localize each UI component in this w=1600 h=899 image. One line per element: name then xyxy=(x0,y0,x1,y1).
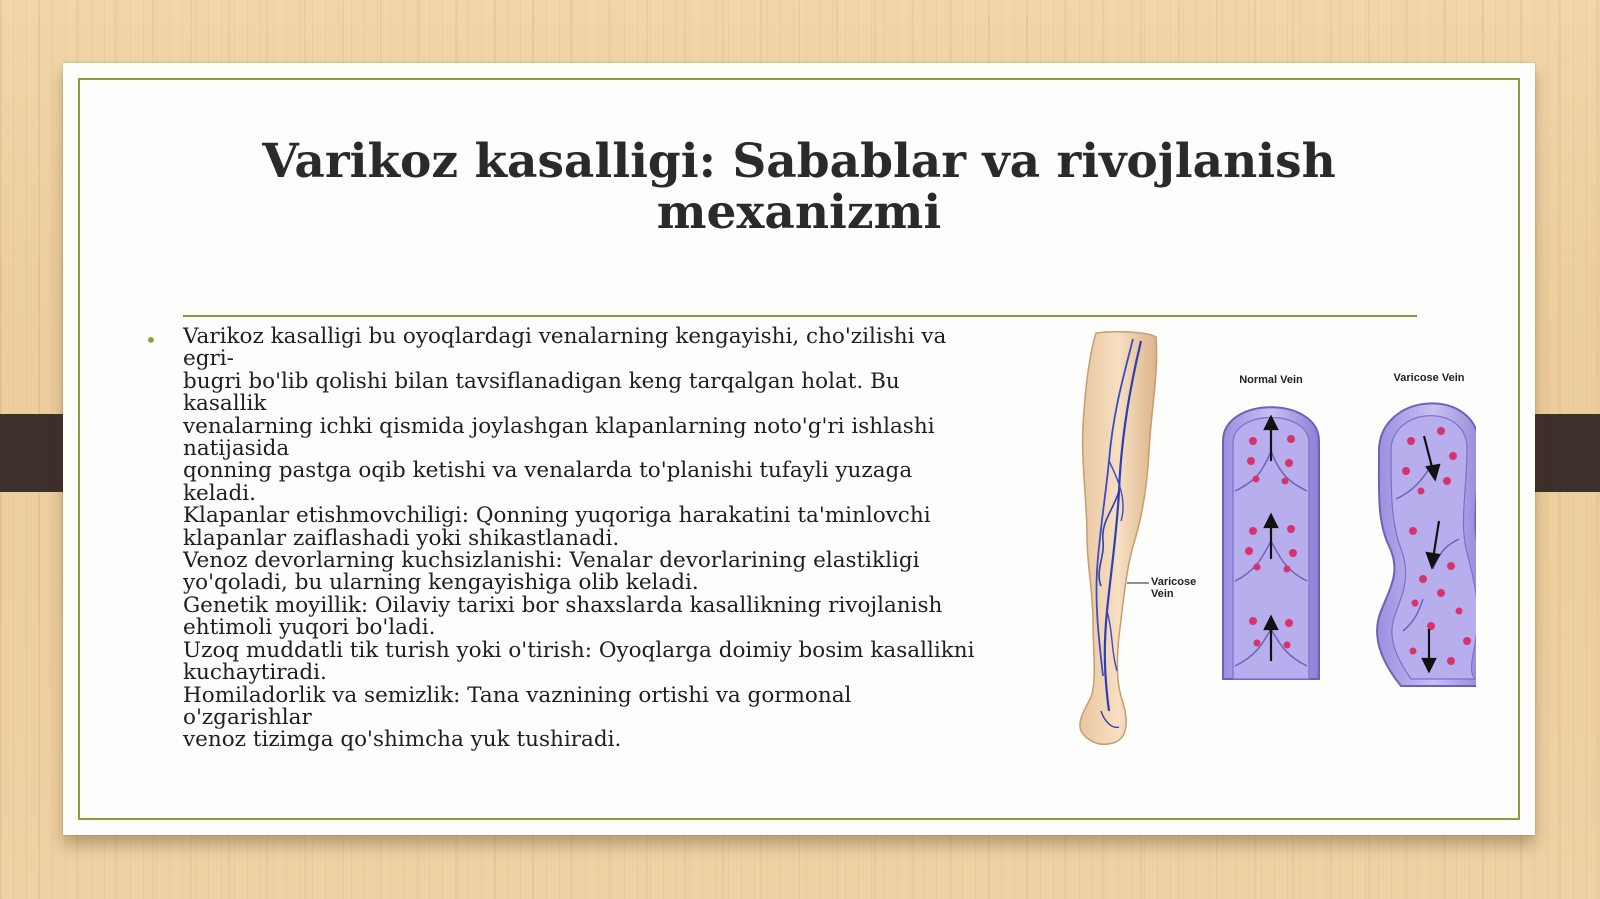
normal-vein-label: Normal Vein xyxy=(1239,374,1303,386)
slide xyxy=(63,63,1535,835)
leg-label-vein: Vein xyxy=(1151,588,1174,600)
bullet-icon: • xyxy=(145,328,157,352)
varicose-vein-drawing xyxy=(1377,403,1476,686)
slide-title: Varikoz kasalligi: Sabablar va rivojlanish mexanizmi xyxy=(262,134,1336,240)
leg-drawing xyxy=(1080,332,1157,744)
title-divider xyxy=(183,315,1417,317)
varicose-vein-illustration xyxy=(1001,331,1476,751)
varicose-vein-label: Varicose Vein xyxy=(1393,372,1465,384)
normal-vein-drawing xyxy=(1223,407,1319,679)
leg-label-varicose: Varicose xyxy=(1151,576,1197,588)
slide-body-text: Varikoz kasalligi bu oyoqlardagi venalarning kengayishi, cho'zilishi va egri- bugri bo'lib qolishi bilan tavsiflanadigan keng tarqalgan holat. Bu kasallik venalarning ichki qismida joylashgan klapanlarning noto'g'ri ishlashi natijasida qonning pastga oqib ketishi va venalarda to'planishi tufayli yuzaga keladi. Klapanlar etishmovchiligi: Qonning yuqoriga harakatini ta'minlovchi klapanlar zaiflashadi yoki shikastlanadi. Venoz devorlarning kuchsizlanishi: Venalar devorlarining elastikligi yo'qoladi, bu ularning kengayishiga olib keladi. Genetik moyillik: Oilaviy tarixi bor shaxslarda kasallikning rivojlanish ehtimoli yuqori bo'ladi. Uzoq muddatli tik turish yoki o'tirish: Oyoqlarga doimiy bosim kasallikni kuchaytiradi. Homiladorlik va semizlik: Tana vaznining ortishi va gormonal o'zgarishlar venoz tizimga qo'shimcha yuk tushiradi. xyxy=(183,324,975,753)
